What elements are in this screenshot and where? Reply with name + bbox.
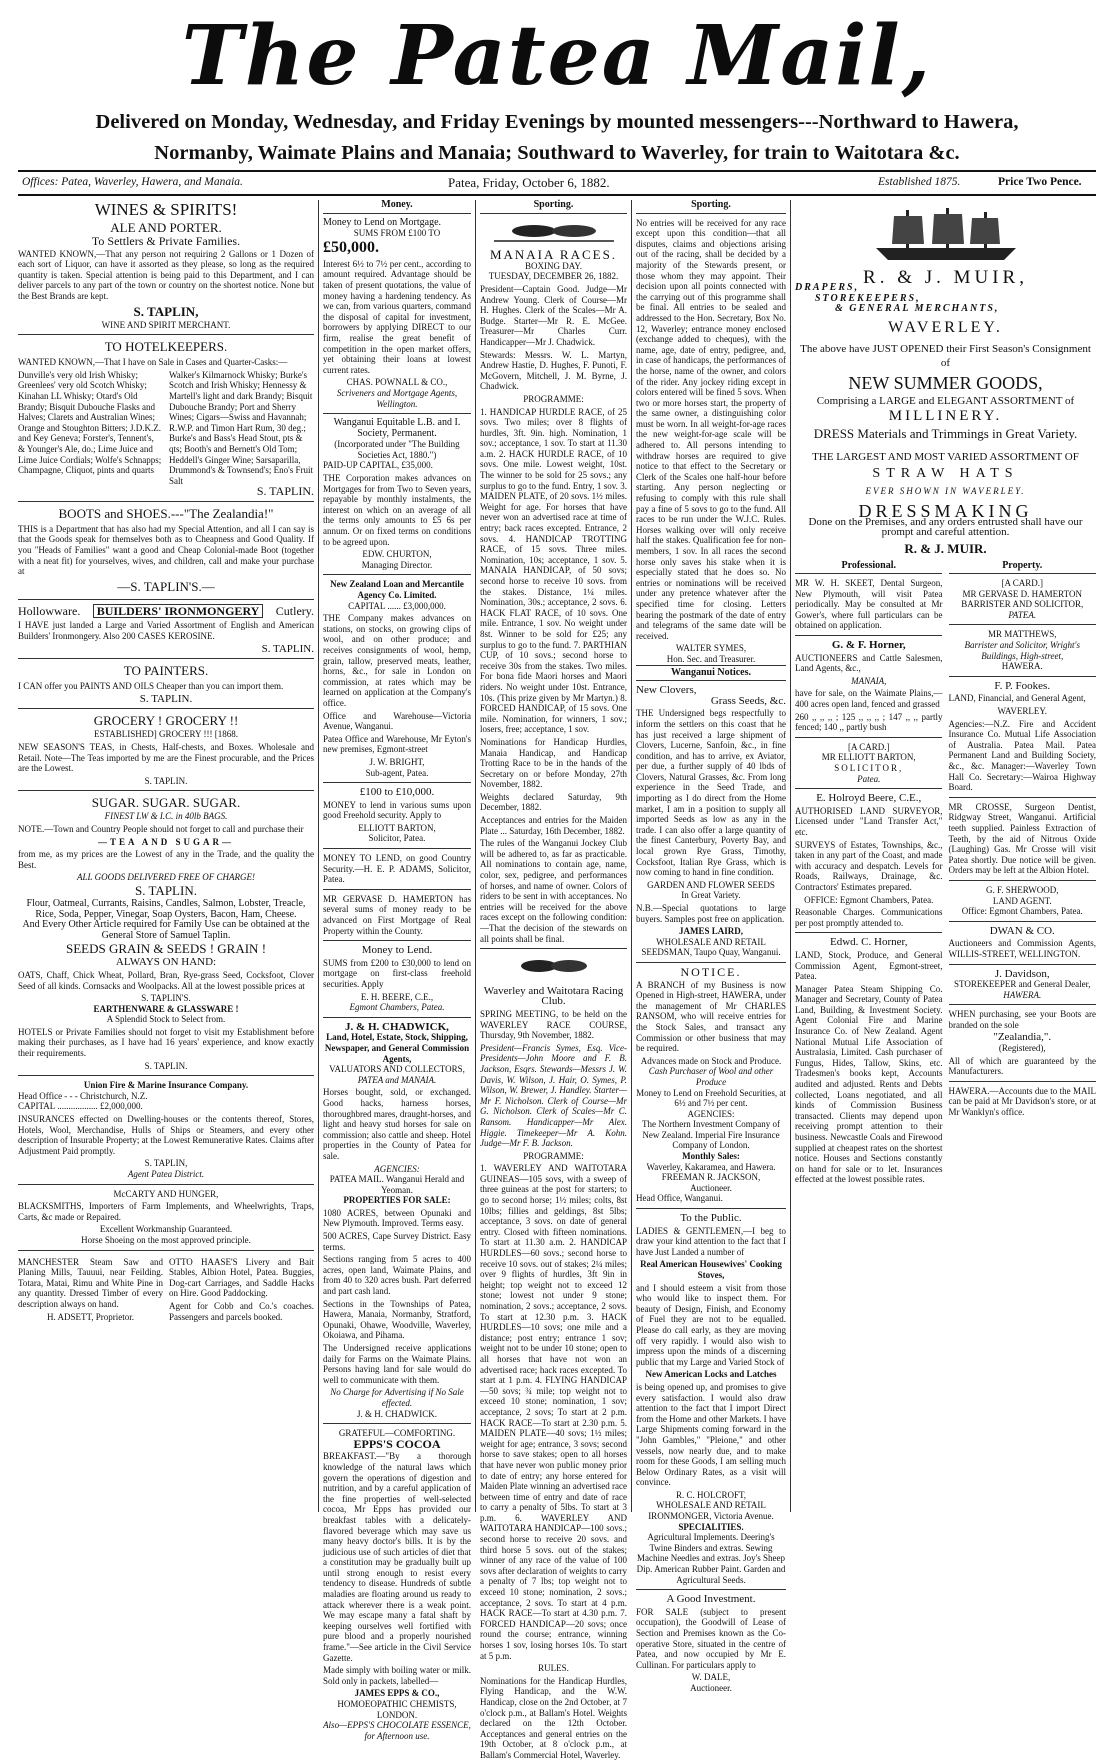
masthead-subtitle-2: Normanby, Waimate Plains and Manaia; Southward to Waverley, for train to Waitotara &c. bbox=[154, 142, 960, 164]
masthead bbox=[0, 8, 1114, 166]
grain-seeds-heading: SEEDS GRAIN & SEEDS ! GRAIN ! bbox=[65, 941, 267, 957]
manaia-races: MANAIA RACES. bbox=[489, 247, 618, 263]
sherwood-heading: G. F. SHERWOOD, bbox=[985, 884, 1059, 895]
dale-sub: Auctioneer. bbox=[690, 1682, 732, 1693]
wine-merchant: WINE AND SPIRIT MERCHANT. bbox=[101, 319, 231, 330]
cobb-agent: Agent for Cobb and Co.'s coaches. Passengers and parcels booked. bbox=[168, 1300, 314, 1322]
fookes-sub: LAND, Financial, and General Agent, bbox=[948, 693, 1086, 704]
bottom-ads bbox=[18, 1255, 314, 1325]
agencies-text: PATEA MAIL. Wanganui Herald and Yeoman. bbox=[329, 1174, 465, 1195]
hamerton-text: MR GERVASE D. HAMERTON has several sums of money ready to be advanced on First Mortgage of Real Property within the County. bbox=[323, 893, 471, 936]
waverley-club: Waverley and Waitotara Racing Club. bbox=[483, 984, 624, 1008]
agencies: AGENCIES: bbox=[687, 1108, 735, 1119]
epps-cocoa: EPPS'S COCOA bbox=[353, 1436, 441, 1451]
beere-sig: E. H. BEERE, C.E., bbox=[360, 991, 434, 1002]
bright-sub: Sub-agent, Patea. bbox=[365, 767, 429, 778]
zealandia-brand: "Zealandia,". bbox=[993, 1031, 1052, 1044]
sporting-header: Sporting. bbox=[480, 200, 627, 214]
money-freehold: Money to Lend on Freehold Securities, at 6½ and 7½ per cent. bbox=[636, 1087, 786, 1109]
spring-meeting: SPRING MEETING, to be held on the WAVERLEY RACE COURSE, Thursday, 9th November, 1882. bbox=[480, 1008, 627, 1041]
wanted-known-1: WANTED KNOWN,—That any person not requiring 2 Gallons or 1 Dozen of each sort of Liquor, can have it assorted as they please, so long as the required quantity is taken. Special attention is being paid to this Department, and I can deliver parcels to any part of the town or country on the shortest notice. None but the Best Brands are kept. bbox=[18, 248, 314, 301]
crosse-text: MR CROSSE, Surgeon Dentist, Ridgway Street, Wanganui. Artificial teeth supplied. Painless Extraction of Teeth, by the aid of Nitrous Oxide (Laughing) Gas. Mr Crosse will visit Patea shortly. Due notice will be given. Orders may be left at the Albion Hotel. bbox=[948, 801, 1096, 876]
always-on-hand: ALWAYS ON HAND: bbox=[115, 956, 217, 969]
great-variety: In Great Variety. bbox=[681, 890, 741, 901]
head-office: Head Office - - - Christchurch, N.Z. bbox=[18, 1090, 148, 1101]
acres-1080: 1080 ACRES, between Opunaki and New Plymouth. Improved. Terms easy. bbox=[323, 1207, 471, 1229]
patea: PATEA. bbox=[1008, 609, 1037, 620]
newspaper-title: The Patea Mail, bbox=[181, 8, 933, 104]
column-4 bbox=[636, 199, 786, 1693]
agent-patea: Agent Patea District. bbox=[127, 1169, 205, 1179]
hotelkeepers-heading: TO HOTELKEEPERS. bbox=[104, 339, 228, 355]
storekeepers: STOREKEEPERS, bbox=[815, 292, 921, 304]
professional-header: Professional. bbox=[795, 561, 942, 575]
to-settlers: To Settlers & Private Families. bbox=[91, 234, 241, 248]
waverley: WAVERLEY. bbox=[888, 318, 1003, 336]
holcroft-sig: R. C. HOLCROFT, bbox=[675, 1489, 747, 1500]
epps-co: JAMES EPPS & CO., bbox=[354, 1688, 440, 1699]
muir-heading: R. & J. MUIR, bbox=[863, 266, 1028, 288]
matthews-sub: Barrister and Solicitor, Wright's Buildings, High-street, bbox=[964, 640, 1080, 661]
made-simply: Made simply with boiling water or milk. Sold only in packets, labelled— bbox=[323, 1665, 471, 1686]
tea-and-sugar: —TEA AND SUGAR— bbox=[97, 836, 234, 847]
offices: Offices: Patea, Waverley, Hawera, and Manaia. bbox=[22, 176, 243, 188]
clovers-text: THE Undersigned begs respectfully to inform the settlers on this coast that he has just received a large shipment of Clovers, Lucerne, Sanfoin, &c., in fine condition, and has to arrive, ex Aviator, per due, a further supply of 40 lbds of Clovers, Natural Grasses, &c. From long experience in the Seed Trade, and importing as I do direct from the Home market, I am in a position to supply all imported Seeds as low as any in the trade. I can also offer a large quantity of the finest Canterbury, Poverty Bay, and local grown Rye Grass, Timothy, Cocksfoot, Italian Rye Grass, which is now coming to hand in fine condition. bbox=[636, 708, 786, 878]
davidson-heading: J. Davidson, bbox=[994, 967, 1050, 980]
homoeopathic: HOMOEOPATHIC CHEMISTS, LONDON. bbox=[337, 1699, 457, 1720]
housewives-stoves: Real American Housewives' Cooking Stoves, bbox=[640, 1259, 782, 1280]
incorporated: (Incorporated under "The Building Societies Act, 1880.") bbox=[334, 439, 460, 460]
barton-sub: Solicitor, Patea. bbox=[368, 833, 426, 844]
bright-sig: J. W. BRIGHT, bbox=[369, 756, 425, 767]
horses-text: Horses bought, sold, or exchanged. Good hacks, harness horses, thoroughbred mares, draught-horses, and light and heavy stud horses for sale on commission; also cattle and sheep. Hotel properties in the County of Patea for sale. bbox=[323, 1087, 471, 1161]
ironmongery-heading bbox=[18, 604, 314, 619]
chadwick-heading: J. & H. CHADWICK, bbox=[345, 1020, 449, 1033]
comprising: Comprising a LARGE and ELEGANT ASSORTMENT of bbox=[816, 395, 1075, 408]
liquor-list-right: Walker's Kilmarnock Whisky; Burke's Scotch and Irish Whisky; Hennessy & Martell's light and dark Brandy; Bisquit Dubouche Brandy; Port and Sherry Wines; Cigars—Swiss and Havannah; R.W.P. and Timon Hart Rum, 30 deg.; Burke's and Bass's Head Stout, pts & qts; Booth's and Bernett's Old Tom; Heddell's Ginger Wine; Sarsaparilla, Drummond's & Townsend's; Eno's Fruit Salt bbox=[168, 369, 314, 486]
holcroft-sub: WHOLESALE AND RETAIL IRONMONGER, Victoria Avenue. bbox=[648, 1500, 774, 1522]
when-purchasing: WHEN purchasing, see your Boots are branded on the sole bbox=[948, 1009, 1096, 1030]
masthead-subtitle-1: Delivered on Monday, Wednesday, and Friday Evenings by mounted messengers---Northward to Hawera, bbox=[95, 111, 1019, 133]
club-programme: 1. WAVERLEY AND WAITOTARA GUINEAS—105 sovs, with a sweep of three guineas at the post for starters; to go to second horse; 1½ miles; colts, 8st 10lbs; fillies and geldings, 8st 5lbs; acceptance, 3 sovs. on date of general entry. Closed with fifteen nominations. To start at 11.30 a.m. 2. HANDICAP HURDLES—60 sovs.; second horse to receive 10 sovs. out of stakes; 2¼ miles; over 9 flights of hurdles, 3ft 9in in height; top weight not to exceed 12 stone; lowest not under 9 stone; nomination, 2 sovs.; acceptance, 2 sovs. To start at 12.30 p.m. 3. HACK HURDLES—10 sovs; one mile and a distance; post entry; entrance 1 sov; weight not to be under 10 stone; open to all horses that have not won an advertised race; hack races excepted. To start at 1 p.m. 4. FLYING HANDICAP—50 sovs; ¾ mile; top weight not to exceed 10 stone; nomination, 1 sov; acceptance, 2 sovs; To start at 2 p.m. HACK RACE—To start at 2.30 p.m. 5. MAIDEN PLATE—40 sovs; 1½ miles; weight for age; entrance, 3 sovs; second horse to save stakes; open to all horses that have never won public money prior to date of entry; any horse entered for Maiden Plate winning an advertised race between time of entry and date of race to carry a penalty of 5lbs. To start at 3 p.m. 6. WAVERLEY AND WAITOTARA HANDICAP—100 sovs.; second horse to receive 20 sovs. and third horse 5 sovs. out of the stakes; winner of any race of the value of 100 sovs after declaration of weights to carry a penalty of 7 lbs; top weight not to exceed 10 stone; nomination, 2 sovs.; acceptance, 2 sovs. To start at 4 p.m. HACK RACE—To start at 4.30 p.m. 7. FORCED HANDICAP—20 sovs; once round the course; entrance, winning horses 1 sov, losing horses 10s. To start at 5 p.m. bbox=[480, 1163, 627, 1661]
grocery-heading: GROCERY ! GROCERY !! bbox=[93, 713, 239, 729]
blacksmiths-text: BLACKSMITHS, Importers of Farm Implements, and Wheelwrights, Traps, Carts, &c made or Repaired. bbox=[18, 1201, 314, 1222]
interest-text: Interest 6½ to 7½ per cent., according to amount required. Advantage should be taken of present quotations, the value of money having a hardening tendency. As we can, from various quarters, command the disposal of capital for investment, borrowers by applying DIRECT to our firm, realise the great benefit of competition in the open market offers, yet obtaining their loans at lowest current rates. bbox=[323, 258, 471, 375]
waverley: WAVERLEY. bbox=[997, 706, 1047, 717]
dateline bbox=[18, 170, 1096, 196]
horse-race-icon bbox=[480, 953, 627, 982]
agencies: AGENCIES: bbox=[374, 1163, 420, 1174]
workmanship: Excellent Workmanship Guaranteed. bbox=[99, 1224, 233, 1235]
guaranteed: All of which are guaranteed by the Manufacturers. bbox=[948, 1055, 1096, 1077]
hawera: HAWERA. bbox=[1003, 989, 1042, 1000]
stoves-text: and I should esteem a visit from those who would like to inspect them. For beauty of Design, Finish, and Economy of Fuel they are not to be equalled. Please do call early, as they are moving off very rapidly. I would also wish to impress upon the minds of a discerning public that my Large and Varied Stock of bbox=[636, 1282, 786, 1367]
race-stewards: Stewards: Messrs. W. L. Martyn, Andrew Hastie, D. Hughes, F. Punoti, F. McGovern, Mitchell, J. M. Byrne, J. Chadwick. bbox=[480, 349, 627, 392]
investment-heading: A Good Investment. bbox=[666, 1593, 756, 1606]
race-officials: President—Captain Good. Judge—Mr Andrew Young. Clerk of Course—Mr H. Hughes. Clerk of the Scales—Mr A. Budge. Starter—Mr R. E. McGee. Treasurer—Mr Charles Curr. Handicapper—Mr J. Chadwick. bbox=[480, 283, 627, 347]
grocery-list: Flour, Oatmeal, Currants, Raisins, Candles, Salmon, Lobster, Treacle, Rice, Soda, Pepper, Vinegar, Soap Oysters, Bacon, Ham, Cheese. bbox=[26, 897, 306, 920]
nz-loan-heading: New Zealand Loan and Mercantile Agency Co. Limited. bbox=[330, 579, 464, 600]
acres-list: 260 ,, ,, ,, ; 125 ,, ,, ,, ; 147 ,, ,, partly fenced; 140 ,, partly bush bbox=[795, 711, 943, 733]
programme-heading: PROGRAMME: bbox=[523, 393, 584, 404]
horse-race-icon bbox=[480, 218, 627, 247]
general-merchants: & GENERAL MERCHANTS, bbox=[835, 303, 1000, 315]
millinery: MILLINERY. bbox=[888, 407, 1003, 424]
drapers: DRAPERS, bbox=[795, 282, 860, 294]
corporation-text: THE Corporation makes advances on Mortgages for from Two to Seven years, repayable by monthly instalments, the interest on which on an average of all the terms only amounts to £5 6s per annum. Or on fixed terms on conditions to be agreed upon. bbox=[323, 473, 471, 547]
race-date: TUESDAY, DECEMBER 26, 1882. bbox=[488, 271, 619, 282]
taplin-sig: S. TAPLIN. bbox=[144, 1060, 188, 1071]
sporting-header: Sporting. bbox=[636, 200, 786, 214]
rules-heading: RULES. bbox=[538, 1663, 569, 1674]
surveys-text: SURVEYS of Estates, Townships, &c., taken in any part of the Coast, and made with accuracy and despatch. Levels for Roads, Railways, Drainage, &c. Contractors' Estimates prepared. bbox=[795, 839, 943, 892]
dressmaking: DRESSMAKING bbox=[858, 501, 1033, 522]
oats-text: OATS, Chaff, Chick Wheat, Pollard, Bran, Rye-grass Seed, Cocksfoot, Clover Seed of all kinds. Cornsacks and Woolpacks. All at the lowest possible prices at bbox=[18, 969, 314, 991]
sections: Sections ranging from 5 acres to 400 acres, open land, Waimate Plains, and from 40 to 320 acres bush. Part deferred and part cash land. bbox=[323, 1254, 471, 1297]
matthews-heading: MR MATTHEWS, bbox=[988, 629, 1057, 640]
ale-porter: ALE AND PORTER. bbox=[110, 220, 222, 235]
jackson-sub: Auctioneer. bbox=[690, 1182, 732, 1193]
boxing-day: BOXING DAY. bbox=[524, 260, 582, 271]
issue-date: Patea, Friday, October 6, 1882. bbox=[448, 175, 610, 190]
agencies-text: The Northern Investment Company of New Zealand. Imperial Fire Insurance Company of London. bbox=[642, 1119, 780, 1151]
every-article: And Every Other Article required for Family Use can be obtained at the General Store of Samuel Taplin. bbox=[22, 919, 310, 941]
horse-shoeing: Horse Shoeing on the most approved principle. bbox=[81, 1234, 251, 1245]
no-charge: No Charge for Advertising if No Sale effected. bbox=[330, 1387, 464, 1408]
liquor-list bbox=[18, 370, 314, 487]
notice-heading: NOTICE. bbox=[680, 964, 742, 979]
painters-heading: TO PAINTERS. bbox=[123, 663, 209, 679]
dale-sig: W. DALE, bbox=[691, 1672, 731, 1683]
builders-ironmongery: BUILDERS' IRONMONGERY bbox=[93, 604, 264, 619]
taplin-sig: S. TAPLIN. bbox=[144, 775, 188, 786]
specialities-text: Agricultural Implements. Deering's Twine Binders and extras. Sewing Machine Needles and extras. Joy's Sheep Dip. American Rubber Paint. Garden and Agricultural Seeds. bbox=[636, 1532, 786, 1585]
column-divider bbox=[790, 200, 791, 1512]
wines-heading: WINES & SPIRITS! bbox=[94, 200, 238, 219]
head-office-wanganui: Head Office, Wanganui. bbox=[636, 1193, 723, 1204]
dress-materials: DRESS Materials and Trimmings in Great Variety. bbox=[813, 426, 1078, 442]
hundred-heading: £100 to £10,000. bbox=[359, 786, 435, 799]
hamerton-sub: BARRISTER AND SOLICITOR, bbox=[961, 599, 1084, 610]
finest-bags: FINEST LW & I.C. in 40lb BAGS. bbox=[104, 811, 228, 822]
muir-sig: R. & J. MUIR. bbox=[904, 540, 987, 556]
sugar-heading: SUGAR. SUGAR. SUGAR. bbox=[91, 795, 241, 811]
new-clovers: New Clovers, bbox=[636, 684, 697, 697]
taplins-sig: —S. TAPLIN'S.— bbox=[117, 578, 215, 594]
union-insurance-heading: Union Fire & Marine Insurance Company. bbox=[83, 1080, 249, 1091]
churton-sig: EDW. CHURTON, bbox=[362, 549, 432, 560]
just-opened: The above have JUST OPENED their First Season's Consignment of bbox=[800, 342, 1091, 369]
epps-text: BREAKFAST.—"By a thorough knowledge of the natural laws which govern the operations of digestion and nutrition, and by a careful application of the fine properties of well-selected cocoa, Mr Epps has provided our breakfast tables with a delicately-flavored beverage which may save us many heavy doctor's bills. It is by the judicious use of such articles of diet that a constitution may be gradually built up until strong enough to resist every tendency to disease. Hundreds of subtle maladies are floating around us ready to attack wherever there is a weak point. We may escape many a fatal shaft by keeping ourselves well fortified with pure blood and a properly nourished frame."—See article in the Civil Service Gazette. bbox=[323, 1451, 471, 1663]
money-lend-text: MONEY to lend in various sums upon good Freehold security. Apply to bbox=[323, 799, 471, 821]
ironmongery-text: I HAVE just landed a Large and Varied Assortment of English and American Builders' Ironmongery. Also 200 CASES KEROSINE. bbox=[18, 620, 314, 642]
nb-quotations: N.B.—Special quotations to large buyers. Samples post free on application. bbox=[636, 903, 786, 924]
hawera: HAWERA. bbox=[1001, 661, 1043, 672]
wanted-known-2: WANTED KNOWN,—That I have on Sale in Cases and Quarter-Casks:— bbox=[18, 357, 288, 368]
column-divider bbox=[318, 200, 319, 1512]
hollowware: Hollowware. bbox=[18, 603, 81, 618]
beere-heading: E. Holroyd Beere, C.E., bbox=[816, 792, 922, 805]
beere-sub: Egmont Chambers, Patea. bbox=[349, 1002, 445, 1013]
patea: Patea. bbox=[857, 773, 881, 784]
boots-heading: BOOTS and SHOES.---"The Zealandia!" bbox=[58, 505, 274, 521]
hawera-accounts: HAWERA.—Accounts due to the MAIL can be paid at Mr Davidson's store, or at Mr Wanklyn's office. bbox=[948, 1085, 1096, 1118]
sherwood-office: Office: Egmont Chambers, Patea. bbox=[961, 906, 1083, 917]
taplin-sig: S. TAPLIN. bbox=[135, 882, 197, 898]
club-officials: President—Francis Symes, Esq. Vice-Presidents—John Moore and F. B. Jackson, Esqrs. Stewards—Messrs J. W. Davis, W. Wilson, J. Hair, O. Symes, P. Wilson, W. Brewer, J. Handley. Starter—Mr F. Nicholson. Clerk of Course—Mr G. Nicholson. Clerk of Scales—Mr C. Ransom. Handicapper—Mr Alex. Higgie. Timekeeper—Mr A. Kohn. Judge—Mr F. B. Jackson. bbox=[480, 1042, 627, 1149]
skeet-text: MR W. H. SKEET, Dental Surgeon, New Plymouth, will visit Patea periodically. May be consulted at Mr Gower's, where full particulars can be obtained on application. bbox=[795, 578, 943, 631]
money-header: Money. bbox=[323, 200, 471, 214]
insurance-capital: CAPITAL .................. £2,000,000. bbox=[18, 1101, 143, 1112]
taplin-sig: S. TAPLIN, bbox=[133, 303, 199, 319]
boots-text: THIS is a Department that has also had my Special Attention, and all I can say is that the Goods speak for themselves both as to Cheapness and Good Quality. If you "Heads of Families" want a good and Cheap Colonial-made Boot (together with a neat fit) for yourselves, wives, and children, call and make your purchase at bbox=[18, 523, 314, 577]
mccarty-heading: McCARTY AND HUNGER, bbox=[113, 1188, 219, 1199]
land-sale: have for sale, on the Waimate Plains,—400 acres open land, fenced and grassed bbox=[795, 688, 943, 710]
patea-office: Patea Office and Warehouse, Mr Eyton's new premises, Egmont-street bbox=[323, 733, 471, 755]
column-3 bbox=[480, 199, 627, 1760]
painters-text: I CAN offer you PAINTS AND OILS Cheaper than you can import them. bbox=[18, 681, 284, 692]
sums-200: SUMS from £200 to £30,000 to lend on mortgage on first-class freehold securities. Apply bbox=[323, 957, 471, 989]
ladies-text: LADIES & GENTLEMEN,—I beg to draw your kind attention to the fact that I have Just Landed a number of bbox=[636, 1225, 786, 1257]
nz-capital: CAPITAL ...... £3,000,000. bbox=[348, 600, 446, 611]
properties-heading: PROPERTIES FOR SALE: bbox=[343, 1195, 451, 1206]
hamerton-heading: MR GERVASE D. HAMERTON bbox=[962, 588, 1082, 599]
sums-from: SUMS FROM £100 TO bbox=[353, 228, 441, 239]
chocolate-essence: Also—EPPS'S CHOCOLATE ESSENCE, for Afternoon use. bbox=[323, 1720, 471, 1741]
chadwick-sub: Land, Hotel, Estate, Stock, Shipping, Newspaper, and General Commission Agents, bbox=[324, 1032, 470, 1064]
laird-sig: JAMES LAIRD, bbox=[678, 926, 743, 937]
fookes-heading: F. P. Fookes. bbox=[994, 679, 1051, 692]
taplins-sig: S. TAPLIN'S. bbox=[141, 993, 191, 1004]
acres-500: 500 ACRES, Cape Survey District. Easy terms. bbox=[323, 1231, 471, 1252]
valuators: VALUATORS AND COLLECTORS, bbox=[329, 1064, 465, 1075]
manchester-mills: MANCHESTER Steam Saw and Planing Mills, Tauuui, near Feilding. Totara, Matai, Rimu and White Pine in any quantity. Dressed Timber of every description always on hand. bbox=[18, 1256, 164, 1309]
monthly-text: Waverley, Kakaramea, and Hawera. bbox=[646, 1161, 776, 1172]
summer-goods: NEW SUMMER GOODS, bbox=[848, 372, 1043, 393]
established: Established 1875. bbox=[878, 176, 961, 188]
horner-heading: G. & F. Horner, bbox=[831, 639, 906, 652]
fookes-agencies: Agencies:—N.Z. Fire and Accident Insurance Co. Mutual Life Association of Australia. Patea Mail. Patea Permanent Land and Building Society, &c., &c. Manager:—Waverley Town Hall Co. Secretary:—Wairoa Highway Board. bbox=[948, 718, 1096, 793]
money-lend: Money to Lend on Mortgage. bbox=[323, 216, 442, 228]
grocery-established: ESTABLISHED] GROCERY !!! [1868. bbox=[94, 729, 238, 740]
locks-text: is being opened up, and promises to give every satisfaction. I would also draw attention to the fact that I import Direct from the Home and other Markets. I have Large Shipments coming forward in the "John Gambles," "Pleione," and other vessels, now nearly due, and to make room for these Goods, I am selling much Below Ordinary Rates, as a visit will convince. bbox=[636, 1381, 786, 1488]
card-label: [A CARD.] bbox=[1001, 578, 1044, 589]
taplin-sig: S. TAPLIN. bbox=[261, 642, 314, 655]
registered: (Registered), bbox=[998, 1043, 1046, 1054]
beere-sub: AUTHORISED LAND SURVEYOR, Licensed under "Land Transfer Act," etc. bbox=[795, 805, 943, 837]
patea-manaia: PATEA and MANAIA. bbox=[357, 1074, 437, 1085]
card-label: [A CARD.] bbox=[847, 741, 890, 752]
hotels-text: HOTELS or Private Families should not forget to visit my Establishment before making their purchases, as I have had 16 years' experience, and know exactly their requirements. bbox=[18, 1026, 314, 1059]
barton-heading: MR ELLIOTT BARTON, bbox=[821, 752, 916, 763]
largest-assortment: THE LARGEST AND MOST VARIED ASSORTMENT OF bbox=[812, 451, 1079, 464]
solicitor: SOLICITOR, bbox=[834, 763, 904, 773]
dwan-heading: DWAN & CO. bbox=[989, 924, 1055, 937]
liquor-list-left: Dunville's very old Irish Whisky; Greenlees' very old Scotch Whisky; Kinahan LL Whisky; Otard's Old Brandy; Bisquit Dubouche Flasks and Halves; Clarets and Australian Wines; Orange and Stoughton Bitters; J.D.K.Z. and Key Geneva; Forster's, Tennent's, & Younger's Ale, do.; Lime Juice and Lime Juice Cordials; Wolfe's Schnapps; Champagne, Cliquot, pints and quarts bbox=[18, 369, 162, 476]
column-2 bbox=[323, 199, 471, 1741]
adsett-sig: H. ADSETT, Proprietor. bbox=[46, 1311, 135, 1322]
note-town: NOTE.—Town and Country People should not forget to call and purchase their bbox=[18, 823, 304, 834]
ever-shown: EVER SHOWN IN WAVERLEY. bbox=[865, 485, 1026, 496]
delivered-free: ALL GOODS DELIVERED FREE OF CHARGE! bbox=[76, 872, 256, 883]
straw-hats: STRAW HATS bbox=[872, 465, 1019, 481]
monthly-sales: Monthly Sales: bbox=[682, 1151, 740, 1162]
otto-stables: OTTO HAASE'S Livery and Bait Stables, Albion Hotel, Patea. Buggies, Dog-cart Carriages, and Saddle Hacks on Hire. Good Paddocking. bbox=[168, 1256, 314, 1299]
reasonable-charges: Reasonable Charges. Communications per post promptly attended to. bbox=[795, 907, 943, 928]
advances: Advances made on Stock and Produce. bbox=[640, 1055, 782, 1066]
american-locks: New American Locks and Latches bbox=[645, 1369, 777, 1380]
wanganui-header: Wanganui Notices. bbox=[636, 665, 786, 682]
cash-purchaser: Cash Purchaser of Wool and other Produce bbox=[648, 1066, 774, 1087]
taplin-sig: S. TAPLIN, bbox=[144, 1158, 188, 1169]
garden-seeds: GARDEN AND FLOWER SEEDS bbox=[647, 879, 775, 890]
column-1 bbox=[18, 200, 314, 1512]
sherwood-sub: LAND AGENT. bbox=[992, 895, 1052, 906]
for-sale-text: FOR SALE (subject to present occupation), the Goodwill of Lease of Section and Premises known as the Co-operative Store, situated in the centre of Patea, and now occupied by Mr E. Cullinan. For particulars apply to bbox=[636, 1606, 786, 1670]
symes-sig: WALTER SYMES, bbox=[675, 643, 747, 654]
beere-office: OFFICE: Egmont Chambers, Patea. bbox=[804, 894, 934, 905]
notice-text: A BRANCH of my Business is now Opened in High-street, HAWERA, under the management of Mr CHARLES RANSOM, who will receive entries for the Stock Sales, and transact any Commission or other business that may be required. bbox=[636, 979, 786, 1054]
property-header: Property. bbox=[949, 561, 1096, 575]
club-rules: Nominations for the Handicap Hurdles, Flying Handicap, and the W.W. Handicap, close on the 2nd October, at 7 o'clock p.m., at Ballam's Hotel. Weights declared on the 12th October. Acceptances and general entries on the 19th October, at 8 o'clock p.m., at Ballam's Commercial Hotel, Waverley. bbox=[480, 1675, 627, 1760]
race-conditions: No entries will be received for any race except upon this condition—that all disputes, claims and objections arising out of the racing, shall be decided by a majority of the Stewards present, or those whom they may appoint. Their decision upon all points connected with the carrying out of this programme shall be final. All entries to be sealed and addressed to the Hon. Secretary, Box No. 12, Waverley; entrance money enclosed (exchange added to cheques), with the name, age, date of entry, pedigree, and, in case of handicaps, the performances of the horse, name of the owner, and colors of the rider. Any jockey riding except in colors entered will be fined 5 sovs. When two or more horses start, the property of the same owner, a distinguishing color must be worn. In all weight-for-age races the new weight-for-age scale will be adhered to. All persons intending to withdraw horses are required to give notice to that effect to the Secretary or Clerk of the Scales one half-hour before starting. Any person neglecting or refusing to comply with this rule shall pay a fine of 5 sovs to go to the fund. All races to be run under the W.J.C. Rules. Horses walking over will only receive half the stakes. Qualification fee for non-members, 1 sov. In all races the second horse only saves his stake when it is especially stated that he does so. No entries or nominations will be received under any pretence whatever after the specified time for closing. Letters bearing the postmark of the date of entry and telegrams of the same date will be received. bbox=[636, 217, 786, 641]
big-sum: £50,000. bbox=[323, 238, 379, 256]
insurances-text: INSURANCES effected on Dwelling-houses or the contents thereof, Stores, Hotels, Wool, Merchandise, Hulls of Ships or Steamers, and every other description of Insurable Property; at the Lowest Remunerative Rates. Claims after Adjustment Paid promptly. bbox=[18, 1114, 314, 1156]
nominations: Nominations for Handicap Hurdles, Manaia Handicap, and Handicap Trotting Race to be in the hands of the Secretary on or before Monday, 27th November, 1882. bbox=[480, 736, 627, 790]
paid-up-capital: PAID-UP CAPITAL, £35,000. bbox=[323, 460, 433, 471]
money-to-lend: Money to Lend. bbox=[361, 944, 433, 957]
grass-seeds: Grass Seeds, &c. bbox=[710, 694, 786, 707]
jackson-sig: FREEMAN R. JACKSON, bbox=[661, 1172, 761, 1183]
taplin-sig: S. TAPLIN. bbox=[256, 484, 314, 499]
davidson-sub: STOREKEEPER and General Dealer, bbox=[954, 979, 1091, 990]
auctioneers: AUCTIONEERS and Cattle Salesmen, Land Agents, &c., bbox=[795, 652, 943, 674]
adams-text: MONEY TO LEND, on good Country Security.—H. E. P. ADAMS, Solicitor, Patea. bbox=[323, 853, 471, 885]
column-divider bbox=[631, 200, 632, 1512]
dressmaking-text: Done on the Premises, and any orders entrusted shall have our prompt and careful attention. bbox=[808, 515, 1083, 539]
race-rules: The rules of the Wanganui Jockey Club will be adhered to, as far as practicable. All nominations to contain age, name, color, sex, pedigree, and performances of horses, and name of owner. Colors of riders to be sent in with acceptances. No entries will be received for the above races except on the following condition:—That the decision of the stewards on all points shall be final. bbox=[480, 838, 627, 944]
price: Price Two Pence. bbox=[998, 176, 1082, 188]
manaia: MANAIA, bbox=[851, 675, 887, 686]
specialities-heading: SPECIALITIES. bbox=[678, 1521, 744, 1532]
teas-text: NEW SEASON'S TEAS, in Chests, Half-chests, and Boxes. Wholesale and Retail. Note—The Teas imported by me are the Finest procurable, and the Prices are the Lowest. bbox=[18, 742, 314, 774]
ship-icon bbox=[795, 204, 1096, 269]
column-divider bbox=[475, 200, 476, 1512]
undersigned: The Undersigned receive applications daily for Farms on the Waimate Plains. Persons having land for sale would do well to communicate with them. bbox=[323, 1343, 471, 1385]
churton-sub: Managing Director. bbox=[361, 559, 433, 570]
to-the-public: To the Public. bbox=[680, 1212, 742, 1225]
dwan-sub: Auctioneers and Commission Agents, WILLIS-STREET, WELLINGTON. bbox=[948, 938, 1096, 959]
chadwick-sig: J. & H. CHADWICK. bbox=[357, 1408, 437, 1419]
wanganui-equitable: Wanganui Equitable L.B. and I. Society, Permanent. bbox=[333, 417, 461, 439]
land-stock: LAND, Stock, Produce, and General Commission Agent, Egmont-street, Patea. bbox=[795, 949, 943, 982]
grateful-comforting: GRATEFUL—COMFORTING. bbox=[338, 1428, 456, 1439]
column-5 bbox=[795, 200, 1096, 1512]
townships: Sections in the Townships of Patea, Hawera, Manaia, Normanby, Stratford, Opunaki, Ohawe, Woodville, Waverley, Okoiawa, and Pihama. bbox=[323, 1298, 471, 1341]
weights: Weights declared Saturday, 9th December, 1882. bbox=[480, 791, 627, 813]
pownall-sig: CHAS. POWNALL & CO., bbox=[346, 377, 448, 388]
programme-heading: PROGRAMME: bbox=[523, 1150, 584, 1161]
acceptances: Acceptances and entries for the Maiden Plate ... Saturday, 16th December, 1882. bbox=[480, 815, 627, 836]
race-programme: 1. HANDICAP HURDLE RACE, of 25 sovs. Two miles; over 8 flights of hurdles, 3ft. 9in. high. Nomination, 1 sov.; acceptance, 1 sov. To start at 11.30 a.m. 2. HACK HURDLE RACE, of 10 sovs. One mile. Lowest weight, 10st. The winner to be sold for 25 sovs.; any surplus to go to the fund. Entry, 1 sov. 3. MAIDEN PLATE, of 20 sovs. 1½ miles. Weight for age. For horses that have never won an advertised race at time of entry; back races excepted. Entrance, 2 sovs. 4. HANDICAP TROTTING RACE, of 15 sovs. Three miles. Nomination, 10s; acceptance, 1 sov. 5. MANAIA HANDICAP, of 50 sovs; second horse to receive 10 sovs. from the stakes. Distance, 1¼ miles. Nomination, 30s.; acceptance, 2 sovs. 6. HACK FLAT RACE, of 10 sovs. One mile. Entrance, 1 sov. No weight under 8st. Winner to be sold for £25; any surplus to go to the fund. 7. PARTHIAN CUP, of 10 sovs.; second horse to receive 30s from the stakes. Two miles. For bona fide Maori horses and Maori riders. No weight under 10st. Entrance, 10s. (This prize given by Mr Martyn.) 8. FORCED HANDICAP, of 15 sovs. One mile. Nomination, for winners, 1 sov.; losers, free; acceptance, 1 sov. bbox=[480, 406, 627, 735]
earthenware-heading: EARTHENWARE & GLASSWARE ! bbox=[93, 1003, 239, 1014]
tea-sugar-text: from me, as my prices are the Lowest of any in the Trade, and the quality the Best. bbox=[18, 849, 314, 870]
company-text: THE Company makes advances on stations, on stocks, on growing clips of wool, and on other produce; and receives consignments of wool, hemp, grain, tallow, preserved meats, leather, horns, &c., for sale in London on commission, at rates which may be learned on application at the Company's office. bbox=[323, 613, 471, 708]
professional-property bbox=[795, 561, 1096, 1187]
horner-services: Manager Patea Steam Shipping Co. Manager and Secretary, County of Patea Land, Building, & Investment Society. Agent Colonial Fire and Marine Insurance Co. of New Zealand. Agent National Mutual Life Association of Australasia, Limited. Cash purchaser of Fungus, Hides, Tallow, Skins, etc. Tradesmen's books kept, Accounts audited and adjusted. Rents and Debts collected, Loans negotiated, and all kinds of Commission Business transacted. Clients may depend upon receiving prompt attention to their business. Newcastle Coals and Firewood supplied at cheapest rates on the shortest notice. Houses and Sections constantly on hand for sale or to let. Insurances effected at the lowest possible rates. bbox=[795, 983, 943, 1185]
cutlery: Cutlery. bbox=[275, 603, 314, 618]
splendid-stock: A Splendid Stock to Select from. bbox=[106, 1014, 226, 1025]
taplin-sig: S. TAPLIN. bbox=[139, 692, 193, 705]
pownall-sub: Scriveners and Mortgage Agents, Wellington. bbox=[336, 387, 458, 409]
symes-sub: Hon. Sec. and Treasurer. bbox=[666, 653, 756, 664]
laird-sub: WHOLESALE AND RETAIL SEEDSMAN, Taupo Quay, Wanganui. bbox=[641, 936, 781, 958]
office-warehouse: Office and Warehouse—Victoria Avenue, Wanganui. bbox=[323, 710, 471, 732]
barton-sig: ELLIOTT BARTON, bbox=[358, 822, 436, 833]
ed-horner-heading: Edwd. C. Horner, bbox=[830, 936, 908, 949]
